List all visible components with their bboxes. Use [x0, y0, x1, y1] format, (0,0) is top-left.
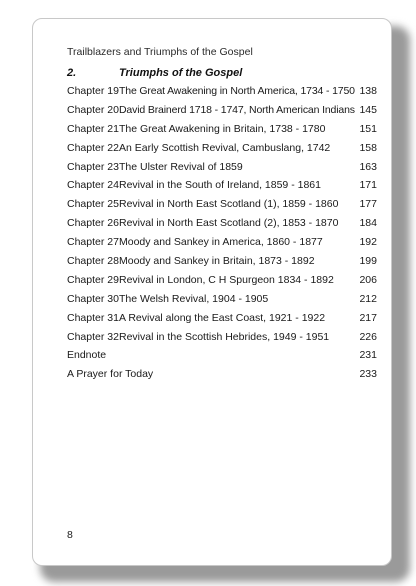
toc-chapter-label: Chapter 20: [67, 103, 119, 116]
toc-row: [67, 104, 377, 123]
toc-row: [67, 198, 377, 217]
toc-row: [67, 274, 377, 293]
toc-chapter-title: A Revival along the East Coast, 1921 - 1922: [119, 311, 326, 324]
toc-page-number: 226: [359, 330, 377, 343]
toc-chapter-title: Moody and Sankey in Britain, 1873 - 1892: [119, 255, 315, 268]
toc-chapter-label: Chapter 32: [67, 330, 119, 343]
toc-chapter-label: Chapter 22: [67, 141, 119, 154]
section-number: 2.: [67, 67, 77, 79]
toc-chapter-title: The Great Awakening in North America, 1734 - 1750: [119, 85, 355, 97]
toc-page-number: 184: [359, 217, 377, 230]
toc-chapter-label: Chapter 31: [67, 311, 119, 324]
toc-chapter-label: Chapter 26: [67, 217, 119, 230]
toc-page-number: 138: [359, 85, 377, 97]
toc-row: [67, 142, 377, 161]
toc-page-number: 163: [359, 160, 377, 173]
toc-chapter-label: Chapter 27: [67, 236, 119, 249]
toc-row: [67, 161, 377, 180]
toc-chapter-title: Revival in North East Scotland (1), 1859 - 1860: [119, 198, 339, 211]
toc-chapter-title: Revival in London, C H Spurgeon 1834 - 1892: [119, 273, 334, 286]
section-title: Triumphs of the Gospel: [119, 67, 243, 79]
toc-chapter-label: Chapter 21: [67, 122, 119, 135]
toc-row: [67, 255, 377, 274]
toc-chapter-label: Chapter 25: [67, 198, 119, 211]
endnote-page-number: 231: [359, 349, 377, 362]
toc-page-number: 212: [359, 292, 377, 305]
endnote-label: Endnote: [67, 349, 107, 362]
toc-row: [67, 85, 377, 104]
toc-chapter-label: Chapter 29: [67, 273, 119, 286]
toc-chapter-label: Chapter 23: [67, 160, 119, 173]
toc-chapter-label: Chapter 28: [67, 255, 119, 268]
prayer-label: A Prayer for Today: [67, 368, 154, 381]
toc-page-number: 206: [359, 273, 377, 286]
toc-row-endnote: [67, 349, 377, 368]
toc-page-number: 217: [359, 311, 377, 324]
toc-row: [67, 293, 377, 312]
toc-chapter-title: David Brainerd 1718 - 1747, North American Indians: [119, 103, 355, 116]
toc-page-number: 158: [359, 141, 377, 154]
toc-chapter-label: Chapter 19: [67, 85, 119, 97]
toc-chapter-title: The Great Awakening in Britain, 1738 - 1780: [119, 122, 326, 135]
running-head: Trailblazers and Triumphs of the Gospel: [67, 46, 253, 58]
book-page: [32, 18, 392, 566]
toc-page-number: 192: [359, 236, 377, 249]
toc-chapter-title: Revival in the Scottish Hebrides, 1949 - 1951: [119, 330, 330, 343]
toc-chapter-title: The Welsh Revival, 1904 - 1905: [119, 292, 269, 305]
toc-row-prayer: [67, 368, 377, 387]
prayer-page-number: 233: [359, 368, 377, 381]
toc-row: [67, 179, 377, 198]
toc-page-number: 199: [359, 255, 377, 268]
toc-row: [67, 331, 377, 350]
toc-chapter-label: Chapter 24: [67, 179, 119, 192]
toc-row: [67, 217, 377, 236]
toc-page-number: 145: [359, 103, 377, 116]
page-folio: 8: [67, 529, 73, 541]
toc-chapter-title: The Ulster Revival of 1859: [119, 160, 243, 173]
toc-row: [67, 123, 377, 142]
toc-chapter-title: Revival in North East Scotland (2), 1853 - 1870: [119, 217, 339, 230]
toc-chapter-title: Moody and Sankey in America, 1860 - 1877: [119, 236, 323, 249]
toc-chapter-label: Chapter 30: [67, 292, 119, 305]
toc-page-number: 171: [359, 179, 377, 192]
toc-page-number: 177: [359, 198, 377, 211]
toc-row: [67, 312, 377, 331]
toc-chapter-title: An Early Scottish Revival, Cambuslang, 1742: [119, 141, 331, 154]
toc-page-number: 151: [359, 122, 377, 135]
toc-row: [67, 236, 377, 255]
table-of-contents: [67, 85, 377, 387]
toc-chapter-title: Revival in the South of Ireland, 1859 - 1861: [119, 179, 321, 192]
